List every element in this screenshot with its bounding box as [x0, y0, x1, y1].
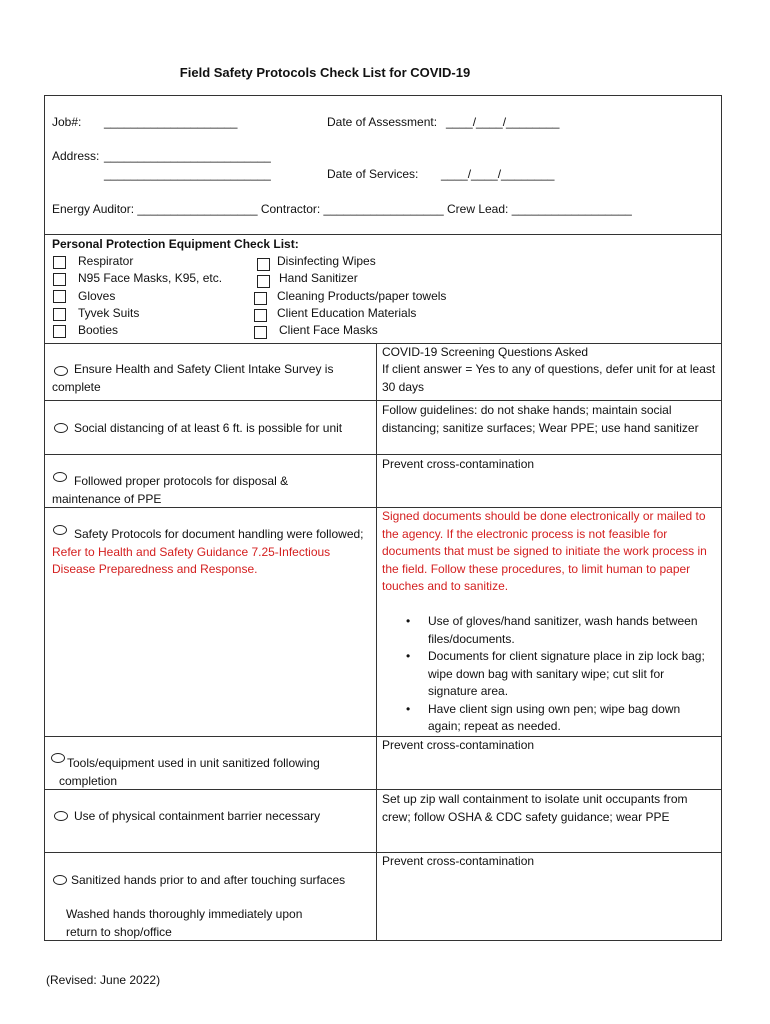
row-sanitized-hands-note: Prevent cross-contamination	[382, 854, 535, 868]
divider	[44, 234, 722, 235]
row-intake-survey-note-title: COVID-19 Screening Questions Asked	[382, 345, 589, 359]
row-document-handling-label	[52, 526, 372, 579]
row-tools-sanitized-label: Tools/equipment used in unit sanitized following completion	[59, 756, 320, 788]
checkbox-tyvek-suits[interactable]	[53, 308, 66, 321]
document-handling-bullets	[382, 613, 716, 736]
health-safety-guidance-reference: Refer to Health and Safety Guidance 7.25-Infectious Disease Preparedness and Response.	[52, 544, 331, 576]
checkbox-respirator[interactable]	[53, 256, 66, 269]
checkbox-cleaning-products[interactable]	[254, 292, 267, 305]
ppe-item-label: Client Education Materials	[277, 306, 417, 320]
ppe-item-label: N95 Face Masks, K95, etc.	[78, 271, 223, 285]
ppe-item-label: Tyvek Suits	[78, 306, 140, 320]
radio-social-distancing[interactable]	[54, 423, 68, 433]
job-label: Job#:	[52, 115, 82, 129]
ppe-item-label: Cleaning Products/paper towels	[277, 289, 447, 303]
column-divider	[376, 343, 377, 941]
page-title: Field Safety Protocols Check List for COVID-19	[179, 65, 471, 80]
checkbox-hand-sanitizer[interactable]	[257, 275, 270, 288]
ppe-item-label: Respirator	[78, 254, 134, 268]
bullet-item: • Documents for client signature place in zip lock bag; wipe down bag with sanitary wipe; cut slit for signature area.	[428, 648, 716, 701]
job-field[interactable]: ____________________	[104, 115, 238, 129]
ppe-item-label: Booties	[78, 323, 119, 337]
date-of-assessment-field[interactable]: ____/____/________	[446, 115, 560, 129]
row-containment-barrier-label: Use of physical containment barrier necessary	[74, 809, 321, 823]
checkbox-client-education-materials[interactable]	[254, 309, 267, 322]
bullet-item: • Use of gloves/hand sanitizer, wash hands between files/documents.	[428, 613, 716, 648]
row-intake-survey-note: If client answer = Yes to any of questions, defer unit for at least 30 days	[382, 362, 716, 394]
checkbox-disinfecting-wipes[interactable]	[257, 258, 270, 271]
date-of-assessment-label: Date of Assessment:	[327, 115, 438, 129]
checkbox-gloves[interactable]	[53, 290, 66, 303]
row-ppe-disposal-note: Prevent cross-contamination	[382, 457, 535, 471]
checkbox-n95-masks[interactable]	[53, 273, 66, 286]
date-of-services-field[interactable]: ____/____/________	[441, 167, 555, 181]
document-handling-text: Safety Protocols for document handling were followed;	[74, 527, 364, 541]
address-field-line-2[interactable]: _________________________	[104, 167, 271, 181]
address-field-line-1[interactable]: _________________________	[104, 149, 271, 163]
row-washed-hands-label: Washed hands thoroughly immediately upon return to shop/office	[66, 907, 303, 939]
ppe-heading: Personal Protection Equipment Check List:	[52, 237, 299, 251]
row-social-distancing-label: Social distancing of at least 6 ft. is possible for unit	[74, 421, 343, 435]
bullet-item: • Have client sign using own pen; wipe bag down again; repeat as needed.	[428, 701, 716, 736]
checkbox-client-face-masks[interactable]	[254, 326, 267, 339]
ppe-item-label: Disinfecting Wipes	[277, 254, 376, 268]
radio-containment-barrier[interactable]	[54, 811, 68, 821]
row-containment-barrier-note: Set up zip wall containment to isolate unit occupants from crew; follow OSHA & CDC safety guidance; wear PPE	[382, 792, 688, 824]
divider	[44, 400, 722, 401]
revision-date: (Revised: June 2022)	[46, 973, 161, 987]
ppe-item-label: Hand Sanitizer	[279, 271, 358, 285]
ppe-item-label: Gloves	[78, 289, 116, 303]
ppe-item-label: Client Face Masks	[279, 323, 378, 337]
row-sanitized-hands-label: Sanitized hands prior to and after touching surfaces	[71, 873, 346, 887]
row-intake-survey-label: Ensure Health and Safety Client Intake Survey is complete	[52, 362, 334, 394]
checkbox-booties[interactable]	[53, 325, 66, 338]
energy-auditor-contractor-crew-lead-line[interactable]: Energy Auditor: __________________ Contractor: __________________ Crew Lead: __________________	[52, 202, 632, 216]
row-ppe-disposal-label: Followed proper protocols for disposal & maintenance of PPE	[52, 474, 289, 506]
row-tools-sanitized-note: Prevent cross-contamination	[382, 738, 535, 752]
address-label: Address:	[52, 149, 100, 163]
date-of-services-label: Date of Services:	[327, 167, 419, 181]
radio-sanitized-hands[interactable]	[53, 875, 67, 885]
divider	[44, 454, 722, 455]
row-document-handling-instructions: Signed documents should be done electronically or mailed to the agency. If the electronic process is not feasible for documents that must be signed to initiate the work process in the field. Follow these procedures, to limit human to paper touches and to sanitize.	[382, 509, 707, 593]
row-social-distancing-note: Follow guidelines: do not shake hands; maintain social distancing; sanitize surfaces; Wear PPE; use hand sanitizer	[382, 403, 699, 435]
